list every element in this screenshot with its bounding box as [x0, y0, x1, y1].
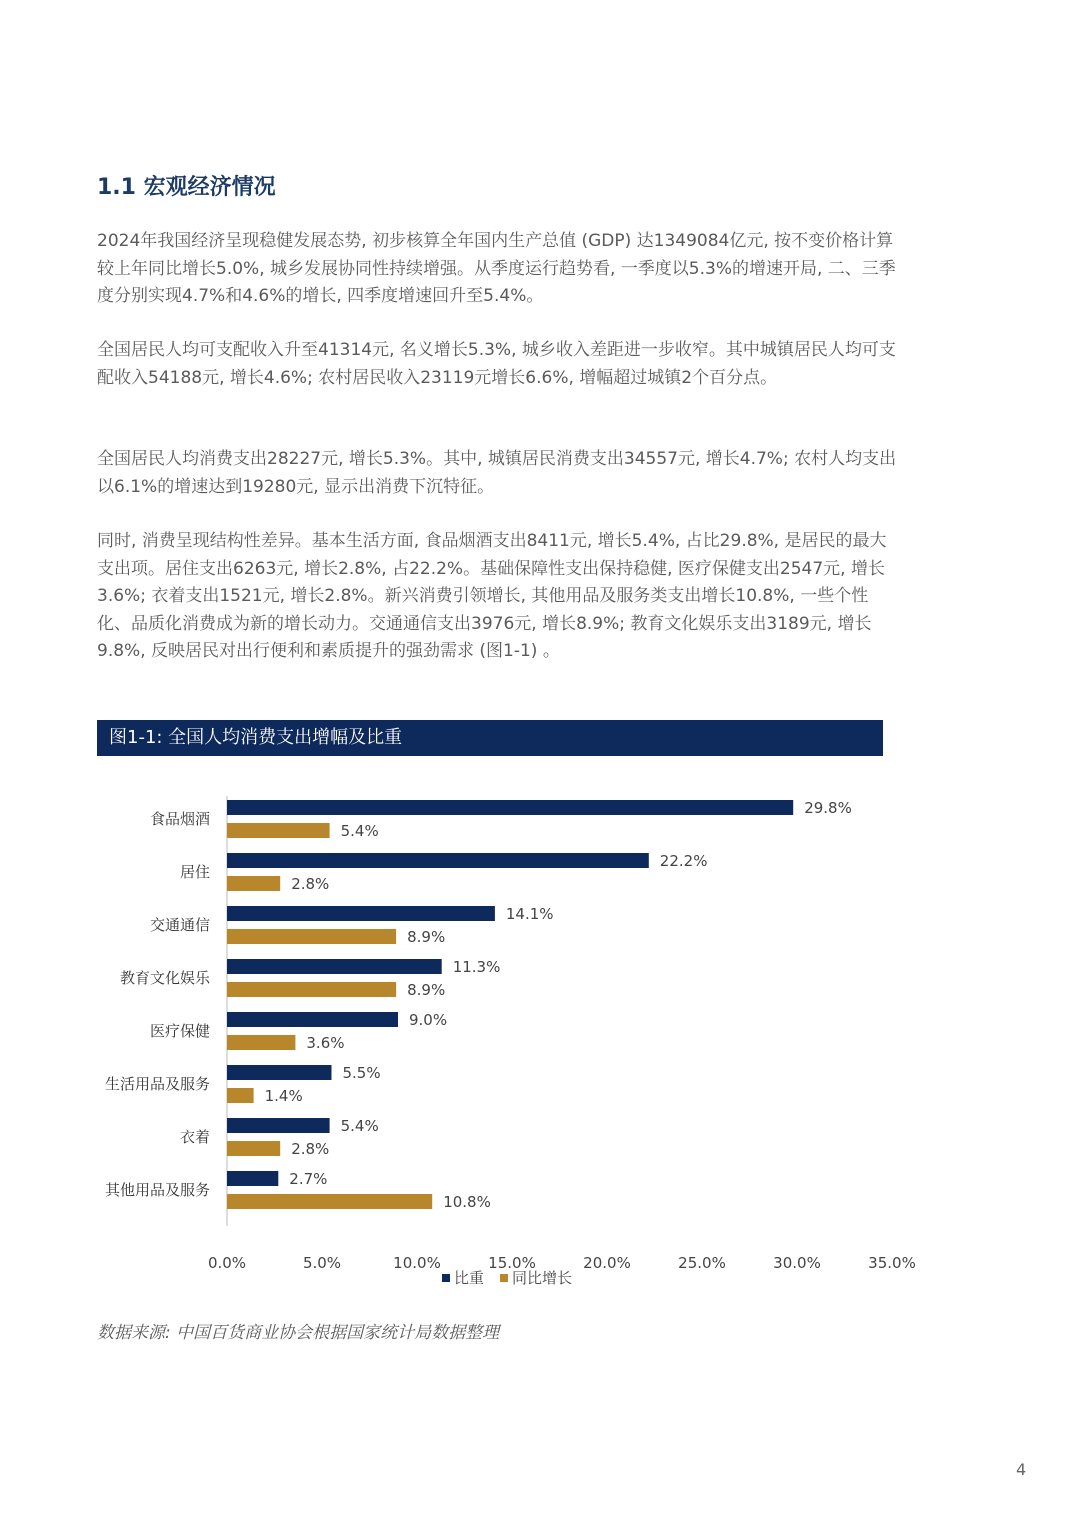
x-tick-label: 10.0% [393, 1254, 441, 1272]
data-label-growth: 8.9% [407, 981, 446, 999]
data-label-share: 9.0% [409, 1011, 448, 1029]
legend-label-share: 比重 [454, 1269, 485, 1287]
data-label-share: 14.1% [505, 905, 554, 923]
category-label: 衣着 [179, 1128, 210, 1146]
data-label-growth: 3.6% [306, 1034, 345, 1052]
data-label-growth: 10.8% [443, 1193, 491, 1211]
bar-growth [227, 1088, 254, 1103]
legend-swatch-growth [500, 1274, 508, 1282]
data-source: 数据来源: 中国百货商业协会根据国家统计局数据整理 [97, 1323, 500, 1343]
bar-growth [227, 1194, 432, 1209]
data-label-share: 22.2% [659, 852, 708, 870]
category-label: 居住 [179, 863, 210, 881]
data-label-share: 5.5% [342, 1064, 381, 1082]
bar-share [227, 1065, 332, 1080]
bar-chart [0, 780, 1080, 1300]
bar-growth [227, 929, 396, 944]
legend-item-growth [500, 1267, 572, 1288]
bar-share [227, 1012, 398, 1027]
bar-growth [227, 1141, 280, 1156]
paragraph-gdp: 2024年我国经济呈现稳健发展态势, 初步核算全年国内生产总值 (GDP) 达1349084亿元, 按不变价格计算较上年同比增长5.0%, 城乡发展协同性持续增强。从季度运行趋势看, 一季度以5.3%的增速开局, 二、三季度分别实现4.7%和4.6%的增长, 四季度增速回升至5.4%。 [97, 231, 896, 306]
legend-item-share [442, 1267, 484, 1288]
category-label: 交通通信 [149, 916, 210, 934]
category-label: 教育文化娱乐 [119, 969, 210, 987]
category-label: 食品烟酒 [149, 810, 210, 828]
bar-chart-svg [0, 780, 1080, 1300]
x-tick-label: 15.0% [488, 1254, 536, 1272]
data-label-growth: 2.8% [291, 875, 330, 893]
data-label-growth: 8.9% [407, 928, 446, 946]
data-label-share: 11.3% [452, 958, 501, 976]
data-label-growth: 2.8% [291, 1140, 330, 1158]
x-tick-label: 5.0% [302, 1254, 342, 1272]
bar-share [227, 1118, 330, 1133]
x-tick-label: 0.0% [207, 1254, 247, 1272]
category-label: 生活用品及服务 [104, 1075, 210, 1093]
paragraph-income: 全国居民人均可支配收入升至41314元, 名义增长5.3%, 城乡收入差距进一步收窄。其中城镇居民人均可支配收入54188元, 增长4.6%; 农村居民收入23119元增长6.6%, 增幅超过城镇2个百分点。 [97, 340, 896, 388]
x-tick-label: 25.0% [678, 1254, 726, 1272]
data-label-growth: 5.4% [340, 822, 379, 840]
legend-swatch-share [442, 1274, 450, 1282]
bar-growth [227, 823, 330, 838]
category-label: 其他用品及服务 [104, 1181, 210, 1199]
data-label-share: 2.7% [289, 1170, 328, 1188]
data-label-growth: 1.4% [264, 1087, 303, 1105]
bar-growth [227, 982, 396, 997]
x-tick-label: 35.0% [868, 1254, 916, 1272]
bar-share [227, 1171, 278, 1186]
bar-share [227, 800, 793, 815]
chart-legend [442, 1267, 582, 1288]
bar-growth [227, 876, 280, 891]
data-label-share: 5.4% [340, 1117, 379, 1135]
x-tick-label: 30.0% [773, 1254, 821, 1272]
bar-share [227, 853, 649, 868]
section-title: 1.1 宏观经济情况 [97, 175, 276, 200]
data-label-share: 29.8% [804, 799, 852, 817]
category-label: 医疗保健 [149, 1022, 210, 1040]
legend-label-growth: 同比增长 [512, 1269, 573, 1287]
paragraph-consumption: 全国居民人均消费支出28227元, 增长5.3%。其中, 城镇居民消费支出34557元, 增长4.7%; 农村人均支出以6.1%的增速达到19280元, 显示出消费下沉特征。 [97, 449, 897, 497]
paragraph-structure: 同时, 消费呈现结构性差异。基本生活方面, 食品烟酒支出8411元, 增长5.4%, 占比29.8%, 是居民的最大支出项。居住支出6263元, 增长2.8%, 占22.2%。基础保障性支出保持稳健, 医疗保健支出2547元, 增长3.6%; 衣着支出1521元, 增长2.8%。新兴消费引领增长, 其他用品及服务类支出增长10.8%, 一些个性化、品质化消费成为新的增长动力。交通通信支出3976元, 增长8.9%; 教育文化娱乐支出3189元, 增长9.8%, 反映居民对出行便利和素质提升的强劲需求 (图1-1) 。 [97, 531, 887, 661]
x-tick-label: 20.0% [583, 1254, 631, 1272]
bar-share [227, 906, 495, 921]
bar-growth [227, 1035, 295, 1050]
page-number: 4 [1016, 1460, 1027, 1479]
figure-title: 图1-1: 全国人均消费支出增幅及比重 [97, 720, 883, 756]
bar-share [227, 959, 442, 974]
